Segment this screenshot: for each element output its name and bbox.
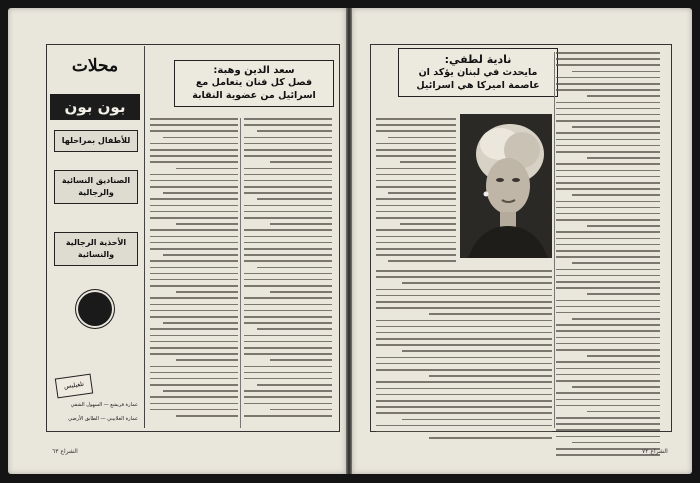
left-page-footer: الشراع ٦٣ [52, 448, 78, 455]
advert-item-2: الصناديق النسائية والرجالية [54, 170, 138, 204]
article-column [376, 118, 456, 267]
article-column [150, 118, 238, 421]
advertisement [48, 46, 142, 428]
column-divider [240, 118, 241, 428]
advert-tag: تلفيليس [55, 374, 93, 399]
column-divider [554, 52, 555, 428]
left-headline-name: سعد الدين وهبة: [213, 65, 295, 76]
left-page [8, 8, 346, 474]
advert-item-1: للأطفال بمراحلها [54, 130, 138, 152]
right-headline-text: مايحدث في لبنان يؤكد ان عاصمة اميركا هي اسرائيل [416, 67, 540, 91]
portrait-illustration [460, 114, 552, 258]
article-column [556, 52, 660, 460]
portrait-photo [460, 114, 552, 258]
right-page [352, 8, 692, 474]
left-headline-box [174, 60, 334, 107]
advert-address-1: عمارة فريشع — السهول الشفي [70, 402, 138, 408]
column-divider [144, 46, 145, 428]
advert-item-3: الأحذية الرجالية والنسائية [54, 232, 138, 266]
article-column [376, 270, 552, 443]
advert-graphic [78, 292, 112, 326]
right-headline-name: نادية لطفي: [444, 53, 512, 66]
left-headline-text: فصل كل فنان يتعامل مع اسرائيل من عضوية النقابة [192, 77, 316, 101]
right-page-footer: الشراع ٧٢ [642, 448, 668, 455]
article-column [244, 118, 332, 421]
advert-brand: بون بون [50, 94, 140, 120]
advert-logo: محلات [71, 56, 119, 76]
advert-address-2: عمارة الغلاييني — الطابق الأرضي [68, 416, 138, 422]
right-headline-box [398, 48, 558, 97]
